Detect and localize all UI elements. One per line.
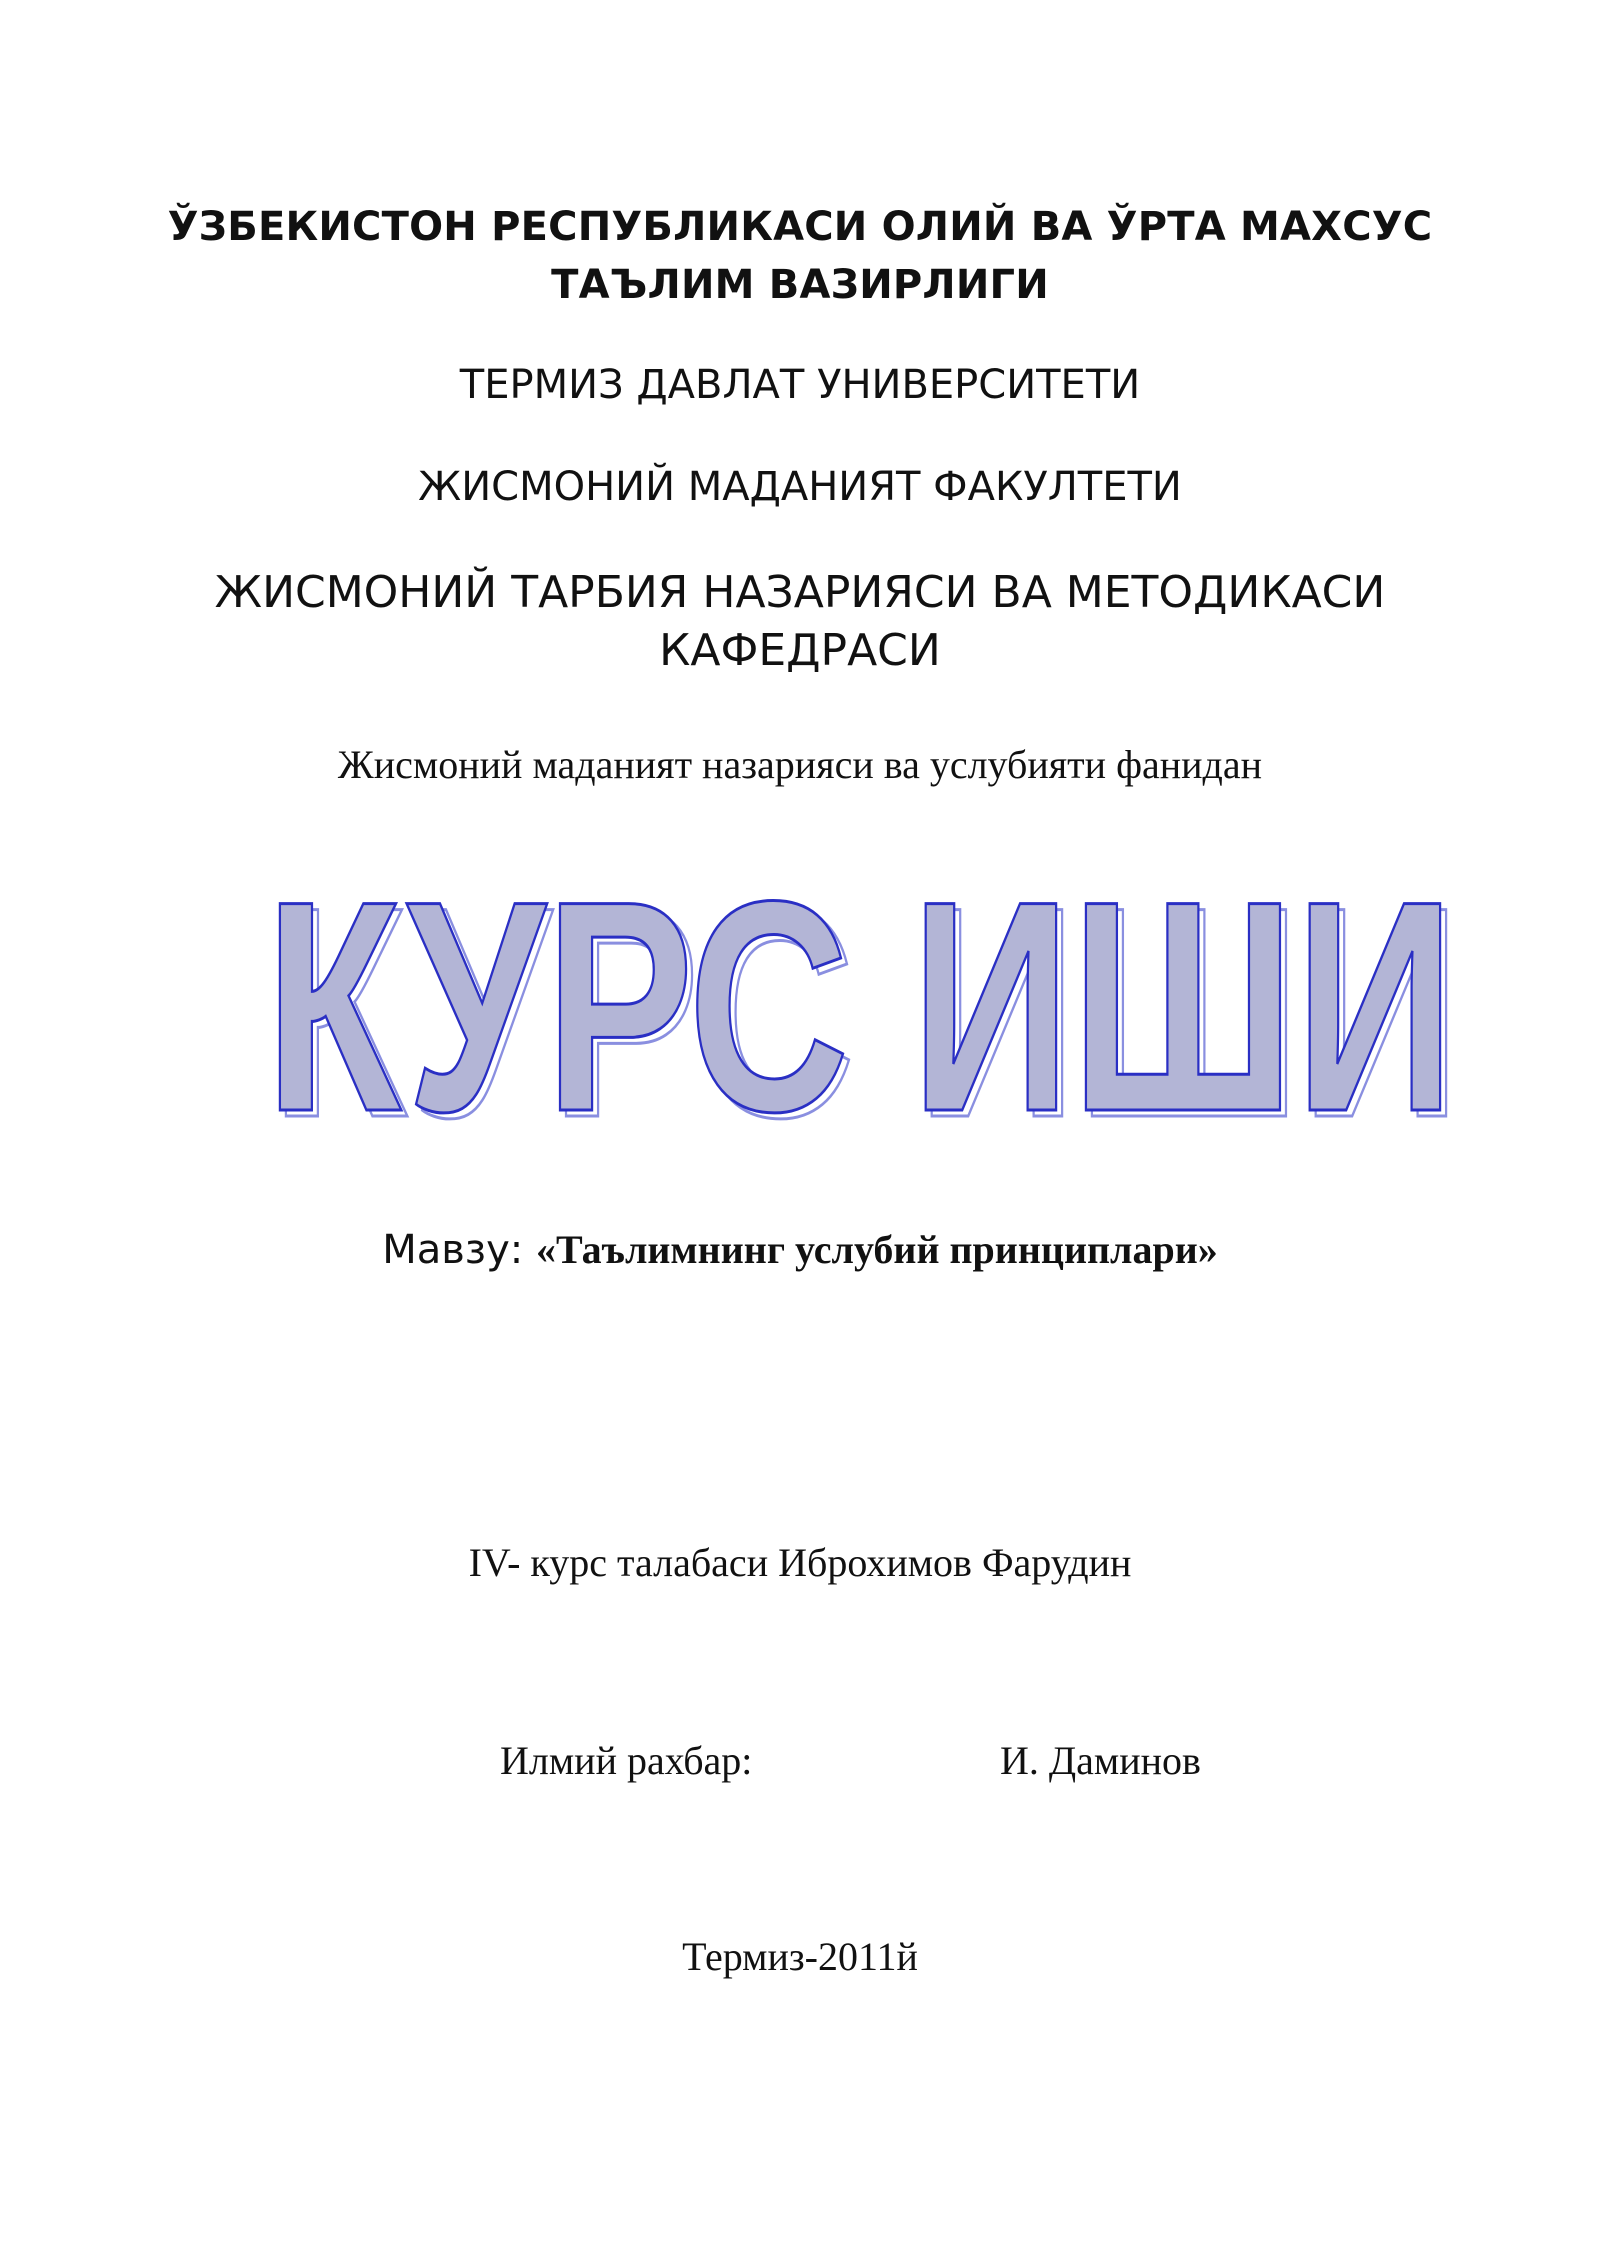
faculty-name: ЖИСМОНИЙ МАДАНИЯТ ФАКУЛТЕТИ bbox=[418, 464, 1182, 510]
advisor-name: И. Даминов bbox=[1000, 1738, 1201, 1783]
ministry-heading-line1: ЎЗБЕКИСТОН РЕСПУБЛИКАСИ ОЛИЙ ВА ЎРТА МАХСУС bbox=[167, 204, 1433, 250]
topic-value: «Таълимнинг услубий принциплари» bbox=[535, 1227, 1218, 1272]
city-year: Термиз-2011й bbox=[682, 1934, 918, 1979]
course-work-title bbox=[240, 860, 1480, 1160]
student-line: IV- курс талабаси Иброхимов Фарудин bbox=[468, 1540, 1132, 1585]
university-name: ТЕРМИЗ ДАВЛАТ УНИВЕРСИТЕТИ bbox=[459, 362, 1141, 408]
subject-line: Жисмоний маданият назарияси ва услубияти фанидан bbox=[337, 742, 1263, 787]
course-work-title-text: КУРС ИШИ bbox=[265, 860, 1455, 1160]
ministry-heading bbox=[0, 198, 1600, 314]
topic-line bbox=[0, 1222, 1600, 1287]
topic-label: Мавзу: bbox=[382, 1227, 536, 1273]
ministry-heading-line2: ТАЪЛИМ ВАЗИРЛИГИ bbox=[551, 262, 1049, 308]
advisor-label: Илмий рахбар: bbox=[500, 1738, 753, 1783]
course-work-title-shadow: КУРС ИШИ bbox=[271, 860, 1461, 1160]
chair-name-line1: ЖИСМОНИЙ ТАРБИЯ НАЗАРИЯСИ ВА МЕТОДИКАСИ bbox=[214, 567, 1386, 618]
chair-name-line2: КАФЕДРАСИ bbox=[659, 625, 941, 676]
chair-name bbox=[0, 564, 1600, 680]
